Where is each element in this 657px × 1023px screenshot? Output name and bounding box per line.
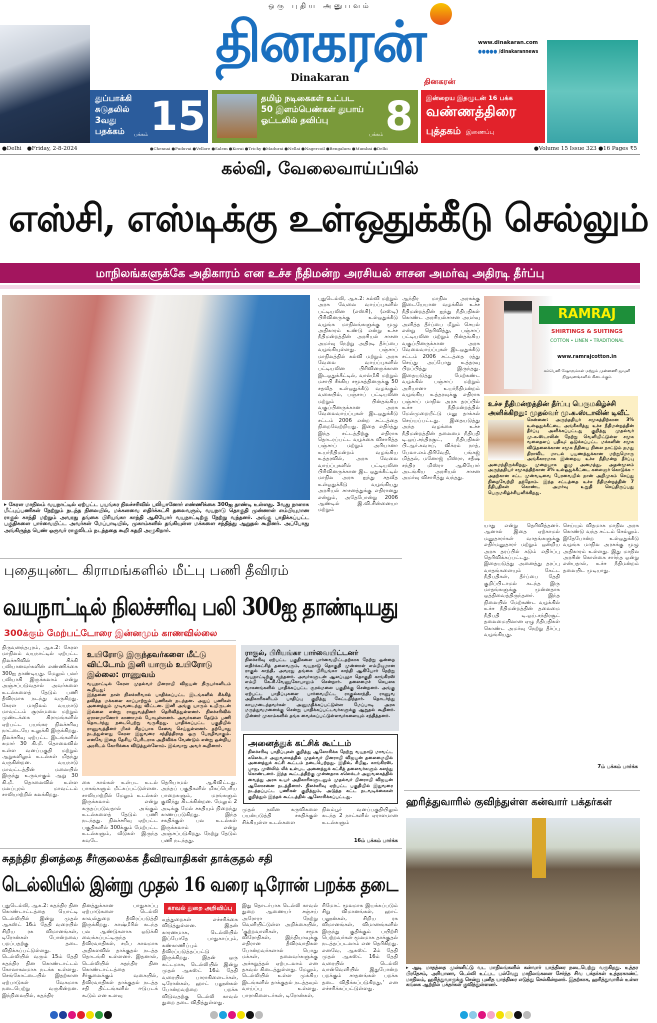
page-label: பக்கம்: [133, 132, 149, 138]
lead-kicker-wrap: [0, 158, 640, 180]
delhi-column-4: இது தொடர்பாக டெல்லி காவல் துறை ஆணையர் சஞ்சய் அரோரா நேற்று வெளியிட்டுள்ள அறிக்கையில், 'குற்றவாளிகள், சமூக விரோதிகள், இந்தியாவுக்கு எதிரான தீவிரவாதிகள் போன்றவர்களால் பொது மக்கள், தலைவர்களுக்கு அச்சுறுத்தல் ஏற்படலாம் என தகவல் கிடைத்துள்ளது. மேலும், டெல்லியில் உள்ள முக்கிய இடங்களில் தாக்குதல் நடத்தவும் வாய்ப்பு உள்ளது. பாராகிளைடர்கள், டிரோன்கள்,: [242, 903, 318, 999]
box-title: ராகுல், பிரியங்கா பார்வையிட்டனர்: [245, 649, 359, 657]
haridwar-headline[interactable]: ஹரித்துவாரில் குவிந்துள்ள கன்வார் பக்தர்கள்: [406, 797, 612, 808]
box-title: உயிரோடு இருந்தவர்களை மீட்டு விட்டோம் இனி யாரும் உயிரோடு இல்லை: ராணுவம்: [87, 650, 213, 679]
wayanad-column-2: கை கால்கள் உள்பட உடல் பாகங்களும் மீட்கப்பட்டுள்ளன. சாலியாற்றில் மேலும் உடல்கள் இருக்கலாம் என்று கருதப்படுவதால் அங்கும் உடல்களைத் தேடும் பணி நடந்தது. நிலச்சரிவு ஏற்பட்ட பகுதிகளில் 300க்கும் மேற்பட்ட உடல்களும், வீடுகள் இருந்த சுவடே: [82, 780, 158, 844]
dateline-bar: [0, 144, 640, 155]
box-body: சென்னை: அருந்ததியர் சமூகத்திற்கான 3% உள்ஒதுக்கீட்டை அங்கீகரித்து உச்ச நீதிமன்றத்தின் தீர்ப்பு அளிக்கப்பட்டது குறித்து முதல்வர் மு.க.ஸ்டாலின் நேற்று வெளியிட்டுள்ள சமூக வலைதளப் பதிவு: ஒடுக்கப்பட்ட மக்களின் சமூக விடுதலைக்கான சமூக நீதியை நிலை நாட்டும் நமது திராவிட மாடல் பயணத்துக்கான மற்றுமொரு அங்கீகாரமாக இன்றைய உச்ச நீதிமன்ற தீர்ப்பு அமைந்திருக்கிறது. முறையாக குழு அமைத்து, அதன்மூலம் அருந்ததியர் சமூகத்திற்கான 3% உள்ஒதுக்கீட்டை கலைஞர் கொடுக்க - அதற்கான சட்ட முன்வடிவை பேரவையில் நான் அறிமுகம் செய்து நிறைவேற்றி தந்தோம். இந்த சட்டத்தை உச்ச நீதிமன்றத்தின் 7 நீதிபதிகள் கொண்ட அமர்வு உறுதி செய்திருப்பது பெருமகிழ்ச்சியளிக்கிறது.: [488, 418, 634, 496]
box-lead: வயநாட்டில் கேரள முதல்வர் பினராயி விஜயன் நிருபர்களிடம் கூறியது:: [87, 682, 231, 693]
box-title-wrap: [245, 649, 395, 658]
ad-url: www.ramrajcotton.in: [557, 354, 617, 360]
delhi-kicker: சுதந்திர தினத்தை சீர்குலைக்க தீவிரவாதிகள் தாக்குதல் சதி: [2, 853, 273, 865]
divider: [0, 285, 640, 289]
photo-caption: ▸ ஆடி மாதத்தை முன்னிட்டு வட மாநிலங்களில் கன்வார் யாத்திரை நடைபெற்று வருகிறது. உத்தர பிரதேசம், அரியானா, டெல்லி உட்பட பல்வேறு மாநிலங்களை சேர்ந்த சிவ பக்தர்கள் உத்தரகாண்ட் மாநிலம், ஹரித்துவாருக்கு சென்று புனித யாத்திரை எடுத்து செல்கின்றனர். இதற்காக, ஹரித்துவாரில் உள்ள கங்கை ஆற்றில் பக்தர்கள் குவிந்துள்ளனர்.: [406, 966, 638, 989]
logo-text-wrap: [165, 11, 475, 73]
lead-column-3: யாது என்று தெரிவித்தனர். ஆனால் இதை ஏற்காமல் மனுதாரர்கள் வாதங்களுக்கு எதிர்மனுதாரர் மற்றும் ஒன்றிய அரசு தரப்பில் கடும் எதிர்ப்பு தெரிவிக்கப்பட்டது. இதையடுத்து அனைத்து தரப்பு வாதங்களையும் கேட்ட நீதிபதிகள், தீர்ப்பை தேதி குறிப்பிடாமல் கடந்த இரு மாதங்களுக்கு முன்னதாக ஒத்திவைத்திருந்தனர். இந்த நிலையில் மேற்கண்ட வழக்கில் உச்ச நீதிமன்றத்தின் தலைமை நீதிபதி டி.ஒய்.சந்திரசூட் தலைமையிலான ஏழு நீதிபதிகள் கொண்ட அமர்வு நேற்று தீர்ப்பு வழங்கியது.: [484, 523, 560, 638]
continued-link[interactable]: [300, 838, 398, 845]
wayanad-column-1: திருவனந்தபுரம், ஆக.2: கேரள மாநிலம் வயநாட்டில் ஏற்பட்ட நிலச்சரிவில் சிக்கி பலியானவர்களின் எண்ணிக்கை 300ஐ தாண்டியது. மேலும் பலர் பலியாகி இருக்கலாம் என்று அஞ்சப்படுவதால் அவர்களை உடல்களைத் தேடும் பணி தீவிரமாக நடந்து வருகிறது. கேரள மாநிலம் வயநாடு மாவட்டம் சூரல்மலை மற்றும் முண்டக்கை கிராமங்களில் ஏற்பட்ட பயங்கர நிலச்சரிவு நாட்டையே உலுக்கி இருக்கிறது. நிலச்சரிவு ஏற்பட்ட இடங்களில் சுமார் 30 கி.மீ. தொலைவில் உள்ள வனப்பகுதி மற்றும் ஆறுகளிலும் உடல்கள் மிதந்து வருகின்றன. வயநாடு மாவட்டத்தின் மலையில் இருந்து உருவாகும் ஆறு 30 கி.மீ. தொலைவில் உள்ள மலப்புரம் மாவட்டம் சாலியாற்றில் கலக்கிறது.: [2, 645, 78, 799]
delhi-column-1: புதுடெல்லி, ஆக.2: சுதந்திர தின கொண்டாட்டத்தை யொட்டி டெல்லியில் இன்று முதல் ஆகஸ்ட் 16ம் தேதி வரையில் சிறிய ரக விமானங்கள், டிரோன்கள் போன்றவை பறப்பதற்கு தடை விதிக்கப்பட்டுள்ளது. டெல்லியில் வரும் 15ம் தேதி சுதந்திர தின கொண்டாட்டம் கோலாகலமாக நடக்க உள்ளது. செங்கோட்டையில் இதற்கான ஏற்பாடுகள் வேகமாக நடைபெற்று வருகின்றன. இந்நிலையில், சுதந்திர: [2, 903, 78, 999]
website-text: www.dinakaran.com: [478, 40, 539, 46]
continued-link[interactable]: [563, 764, 638, 771]
wayanad-headline-wrap[interactable]: [3, 588, 398, 626]
logo-english: Dinakaran: [290, 73, 350, 84]
delhi-kicker-wrap: [2, 852, 398, 866]
clock-tower: [532, 818, 546, 878]
ad-brand-wrap: [539, 306, 635, 324]
photo-caption: ▸ கேரள மாநிலம் வயநாட்டில் ஏற்பட்ட பயங்கர நிலச்சரிவில் பலியானோர் எண்ணிக்கை 300ஐ தாண்டி உள்ளது. 3வது நாளாக மீட்புப்பணிகள் நேற்றும் நடந்த நிலையில், மக்களவை எதிர்க்கட்சி தலைவரும், வயநாடு தொகுதி முன்னாள் எம்பியுமான ராகுல் காந்தி மற்றும் அவரது தங்கை பிரியங்கா காந்தி ஆகியோர் வயநாட்டிற்கு நேற்று வந்தனர். அங்கு பாதிக்கப்பட்ட பகுதிகளை பார்வையிட்ட அவர்கள் மேப்பாடியில், முகாம்களில் தங்கியுள்ள மக்களை சந்தித்து ஆறுதல் கூறினர். அப்போது அங்கிருந்த பெண் ஒருவர் ராகுலிடம் நடந்ததை கூறி கதறி அழுகிறார்.: [4, 502, 309, 534]
teaser-text2-wrap: [426, 103, 540, 122]
box-title: அனைத்துக் கட்சிக் கூட்டம்: [248, 739, 352, 749]
ramraj-ad[interactable]: [484, 296, 638, 394]
teaser-text4: இணைப்பு: [466, 129, 495, 136]
city: ●Delhi: [2, 146, 22, 152]
stalin-photo: [488, 420, 524, 460]
volume: ●Volume 15 Issue 323 ●16 Pages ₹5: [533, 146, 637, 152]
lead-headline[interactable]: எஸ்சி, எஸ்டிக்கு உள்ஒதுக்கீடு செல்லும்: [8, 195, 649, 240]
ad-line2: COTTON • LINEN • TRADITIONAL: [550, 339, 624, 344]
color-registration-marks: [460, 1004, 532, 1023]
box-title: உச்ச நீதிமன்றத்தின் தீர்ப்பு பெருமகிழ்ச்சி அளிக்கிறது: முதல்வர் மு.க.ஸ்டாலின் டிவீட்: [488, 400, 630, 417]
ad-line1: SHIRTINGS & SUITINGS: [551, 329, 623, 335]
continued-link-text[interactable]: 7ம் பக்கம் பார்க்க: [597, 764, 638, 770]
social-handle[interactable]: [478, 49, 538, 56]
editions: ●Chennai ●Puduvai ●Vellore ●Salem ●Kovai ●Trichy ●Madurai ●Nellai ●Nagercoil ●Bengaluru ●Mumbai ●Delhi: [150, 146, 388, 151]
wayanad-column-4: முதல் நவீன கருவிகளை பயன்படுத்தி சகதிக்குள் சிக்கியுள்ள உடல்களை: [242, 807, 318, 826]
website[interactable]: [478, 40, 538, 47]
lead-subheadline-band: [0, 263, 640, 283]
date: ●Friday, 2-8-2024: [27, 146, 78, 152]
lead-headline-wrap[interactable]: [0, 190, 649, 250]
teaser-text: துப்பாக்கி சுடுதலில் 3வது பதக்கம்: [95, 94, 132, 137]
ad-brand: RAMRAJ: [558, 307, 616, 322]
delhi-column-2: தினத்துக்கான பாதுகாப்பு ஏற்பாடுகளை டெல்லி காவல்துறை தீவிரப்படுத்தி இருக்கிறது. காஷ்மீரில் கடந்த பல ஆண்டுகளாக ஒடுக்கி வைக்கப்பட்டிருந்த தீவிரவாதிகள், சமீப காலமாக அதிகளவில் தாக்குதல் நடத்த தொடங்கி உள்ளனர். இதனால், டெல்லியில் சுதந்திர தின கொண்டாட்டத்தை சீர்குலைக்கும் வகையில், தீவிரவாதிகள் தாக்குதல் நடத்த சதி திட்டங்களில் ஈடுபடக் கூடும் என உளவு: [82, 903, 158, 999]
police-notice-text: காவல் துறை அறிவிப்பு: [167, 905, 233, 912]
army-statement-box: [82, 645, 236, 776]
ad-url-wrap: [539, 353, 635, 361]
teaser-dubai[interactable]: [212, 90, 418, 143]
tagline: ஒரு புதிய அனுபவம்: [268, 2, 372, 10]
wayanad-kicker: புதையுண்ட கிராமங்களில் மீட்பு பணி தீவிரம்: [4, 563, 289, 579]
social-text: /dinakarannews: [498, 49, 539, 55]
ad-model: [504, 301, 532, 389]
police-notice-tag: [164, 903, 236, 914]
magazine-cover: [547, 40, 638, 143]
brand-small-wrap: [424, 76, 534, 87]
haridwar-photo: [406, 818, 640, 964]
page-label: பக்கம்: [369, 132, 384, 138]
teaser-vannathirai[interactable]: [421, 90, 545, 143]
color-registration-marks: [50, 1004, 113, 1023]
social-icons: ●●●●●: [478, 49, 499, 55]
box-body: நிலச்சரிவு பாதிப்புகள் குறித்து ஆலோசிக்க நேற்று வயநாடு மாவட்ட கலெக்டர் அலுவலகத்தில் முதல்வர் பினராயி விஜயன் தலைமையில் அனைத்துக் கட்சி கூட்டம் நடைபெற்றது. இதில், சிபிஐ, காங்கிரஸ், பாஜ, முஸ்லிம் லீக் உள்பட அனைத்துக் கட்சித் தலைவர்களும் கலந்து கொண்டனர். இந்த கூட்டத்திற்கு முன்னதாக கலெக்டர் அலுவலகத்தில் வைத்து அரசு உயர் அதிகாரிகளுடனும் முதல்வர் பினராயி விஜயன் ஆலோசனை நடத்தினார். நிலச்சரிவு ஏற்பட்ட பகுதியில் இதுவரை நடத்தப்பட்ட பணிகள் குறித்தும், அடுத்த கட்ட நடவடிக்கைகள் குறித்தும் இந்தக் கூட்டத்தில் ஆலோசிக்கப்பட்டது.: [248, 750, 393, 800]
teaser-text: தமிழ் நடிகைகள் உட்பட 50 இளம்பெண்கள் துபாய் ஓட்டலில் தவிப்பு: [261, 94, 364, 126]
stalin-statement-box: [484, 396, 638, 521]
box-title-wrap: [248, 739, 393, 750]
wayanad-column-3: தெரியாமல் ஆகிவிட்டது. அந்தப் பகுதிகளில் மிகப்பெரிய பாறைகளும், மரங்களும் குவிந்து கிடக்கின்றன. மேலும் 2 அடிக்கு மேல் சகதியும் நிறைந்து காணப்படுகிறது. இந்த சகதிக்குள் பல உடல்கள் இருக்கலாம் என்று அஞ்சப்படுகிறது. நேற்று தேடும் பணி நடந்தது.: [161, 780, 237, 844]
divider: [0, 848, 402, 849]
color-registration-marks: [210, 1004, 264, 1023]
box-body: இந்தனை நாள் நிலச்சரிவால் பாதிக்கப்பட்ட இடங்களில் சிக்கித் தவித்த மக்களை காப்பாற்றும் பணிகள் நடந்தன. அதுப் பணிகள் அனைத்தும் முடிவடைந்து விட்டன. இனி அங்கு யாரும் உயிருடன் இல்லை என்று ராணுவத்தினர் தெரிவித்துள்ளனர். நிலச்சரிவில் ஏராளமானோர் காணாமல் போயுள்ளனர். அவர்களை தேடும் பணி தொடர்ந்து நடைபெற்று வருகிறது. பாதிக்கப்பட்ட பகுதியில் ராணுவத்தினர் மிகச் சிறப்பாக சேவை செய்துள்ளனர். தற்போது நடந்துள்ளது கேரள இதுவரை சந்தித்திராத ஒரு பேரழிவாகும். எனவே இதை தேசிய பேரிடராக அறிவிக்க வேண்டும் என்று ஒன்றிய அரசிடம் கோரிக்கை விடுத்துள்ளோம். இவ்வாறு அவர் கூறினார்.: [87, 693, 231, 749]
brand-small: தினகரன்: [424, 77, 456, 86]
divider: [404, 790, 640, 791]
teaser-text2: வண்ணத்திரை: [426, 104, 517, 120]
lead-kicker: கல்வி, வேலைவாய்ப்பில்: [221, 159, 419, 179]
wayanad-subhead: 300க்கும் மேற்பட்டோரை இன்னமும் காணவில்லை: [4, 629, 218, 639]
teaser-text1-wrap: [426, 94, 540, 103]
delhi-column-5: ரிமோட் மூலமாக இயக்கப்படும் சிறு விமானங்கள், ஹாட் பலூன்கள், சிறிய ரக விமானங்கள், விமானங்களில் இருந்து குதிக்கும் பயிற்சி பெற்றவர்கள் மூலமாக தாக்குதல் நடத்தப்படலாம் என தெரிகிறது. எனவே, ஆகஸ்ட் 2ம் தேதி முதல் ஆகஸ்ட் 16ம் தேதி வரையில் டெல்லி வான்வெளியில் இதுபோன்ற பறக்கும் சாதனங்கள் பறக்க தடை விதிக்கப்படுகிறது,' என எச்சரிக்கப்பட்டுள்ளது.: [322, 903, 398, 993]
teaser-text3: புத்தகம்: [426, 126, 461, 137]
box-content: [488, 418, 634, 517]
delhi-headline-wrap[interactable]: [2, 869, 398, 900]
lead-column-4: செய்யும் விதமாக மாநில அரசு கொண்டு வந்த சட்டம் செல்லும். இதேபோன்ற உள்ஒதுக்கீடு வழங்க மாநில அரசுக்கு முழு அதிகாரம் உள்ளது. இது மாநில அரசின் கொள்கை சார்ந்த ஒன்று என்பதால், உச்ச நீதிமன்றம் தலையிட முடியாது.: [563, 523, 639, 574]
ad-note: கம்பெனி ஷோரூம்கள் மற்றும் முன்னணி ஜவுளி நிறுவனங்களில் கிடைக்கும்: [543, 368, 631, 379]
all-party-meeting-box: [243, 734, 398, 804]
delhi-headline[interactable]: டெல்லியில் இன்று முதல் 16 வரை டிரோன் பறக்க தடை: [2, 873, 398, 896]
box-body: நிலச்சரிவு ஏற்பட்ட பகுதிகளை பார்வையிட்டதற்காக நேற்று ஒன்றை எதிர்க்கட்சித் தலைவரும், வயநாடு தொகுதி முன்னாள் எம்பியுமான ராகுல் காந்தி, அவரது தங்கை பிரியங்கா காந்தி ஆகியோர் நேற்று வயநாட்டிற்கு வந்தனர். அவர்களுடன் ஆலப்புழா தொகுதி காங்கிரஸ் எம்பி கே.சி.வேணுகோபாலும் சென்றார். தலைமைச் செயலக வாகனங்களில் பாதிக்கப்பட்ட சூரல்மலை பகுதிக்கு சென்றனர். அங்கு ஏற்பட்ட பாதிப்புகளை பார்வையிட்ட ராகுல்காந்தி, ராணுவ அதிகாரிகளிடம் பாதிப்பு குறித்து கேட்டறிந்தார். தொடர்ந்து காயமடைந்தவர்கள் அனுமதிக்கப்பட்டுள்ள மேப்பாடி அரசு மருத்துவமனைக்கு சென்று பாதிக்கப்பட்டவர்களுக்கு ஆறுதல் கூறினர். பின்னர் முகாம்களில் தங்க வைக்கப்பட்டுள்ளவர்களையும் சந்தித்தனர்.: [245, 658, 395, 719]
lead-column-1: புதுடெல்லி, ஆக.2: கல்வி மற்றும் அரசு வேலை வாய்ப்புகளில் பட்டியலின (எஸ்சி), (எஸ்டி) பிரிவினருக்கு உள்ஒதுக்கீடு வழங்க மாநிலங்களுக்கு முழு அதிகாரம் உண்டு என்று உச்ச நீதிமன்றத்தின் அரசியல் சாசன அமர்வு நேற்று அதிரடி தீர்ப்பை வழங்கியுள்ளது. பஞ்சாப் மாநிலத்தில் கல்வி மற்றும் அரசு வேலை வாய்ப்புகளில் பட்டியலின பிரிவினருக்கான இடஒதுக்கீட்டில், வால்மீகி மற்றும் மசாபி சீக்கிய சமூகத்தினருக்கு 50 சதவீத உள்ஒதுக்கீடு வழங்கும் வகையில், பஞ்சாப் பட்டியலின மற்றும் பின்தங்கிய வகுப்பினருக்கான அரசு வேலைவாய்ப்புகள் இடஒதுக்கீடு சட்டம் 2006 என்ற சட்டத்தை நிறைவேற்றியது. இதை எதிர்த்து இந்த சட்டத்திற்கு எதிராக தொடரப்பட்ட வழக்கை விசாரித்த பஞ்சாப் மற்றும் அரியானா உயர்நீதிமன்றம் வழங்கிய உத்தரவில், அரசு வேலை வாய்ப்புகளில் பட்டியலின பிரிவினருக்கான இட ஒதுக்கீட்டில் மாநில அரசு ஐந்து சதவீத உள்ஒதுக்கீடு வழங்கியது அரசியல் சாசனத்துக்கு எதிரானது என்றும், அதேபோன்று 2006 ஆண்டில் இ.வி.சின்னையா மற்றும்: [318, 296, 398, 514]
wayanad-rahul-photo: [2, 295, 310, 500]
haridwar-headline-wrap[interactable]: [406, 796, 636, 810]
teaser-page-group: [134, 94, 206, 139]
delhi-column-3: வுத்துறைகள் எச்சரிக்கை விடுத்துள்ளன. இதன் காரணமாக, டெல்லியில் இப்போதே பாதுகாப்பும், கண்காணிப்பும் தீவிரப்படுத்தப்பட்டு இருக்கிறது. இதன் ஒரு கட்டமாக, டெல்லியில் இன்று முதல் ஆகஸ்ட் 16ம் தேதி வரையில் பாராகிளைடர்கள், டிரோன்கள், ஹாட் பலூன்கள் போன்றவற்றை பறக்க விடுவதற்கு டெல்லி காவல் துறை தடை விதித்துள்ளது.: [162, 917, 238, 1007]
wayanad-headline[interactable]: வயநாட்டில் நிலச்சரிவு பலி 300ஐ தாண்டியது: [3, 592, 398, 621]
teaser-text1: இன்றைய இதழுடன் 16 பக்க: [426, 94, 513, 102]
continued-link-text[interactable]: 16ம் பக்கம் பார்க்க: [354, 838, 398, 844]
volume-wrap: [467, 144, 637, 154]
ad-line2-wrap: [539, 338, 635, 345]
athlete-photo: [0, 25, 90, 143]
editions-wrap: [150, 144, 460, 154]
wayanad-subhead-wrap: [4, 628, 236, 641]
teaser-shooting[interactable]: [90, 90, 208, 143]
dubai-photo: [217, 94, 257, 138]
logo-text: தினகரன்: [215, 9, 425, 75]
teaser-page: 8: [385, 94, 413, 140]
band-text: மாநிலங்களுக்கே அதிகாரம் என உச்ச நீதிமன்ற அரசியல் சாசன அமர்வு அதிரடி தீர்ப்பு: [95, 266, 545, 280]
lead-column-2: ஆந்திர மாநில அரசுக்கு இடையேயான வழக்கில் உச்ச நீதிமன்றத்தின் ஐந்து நீதிபதிகள் கொண்ட அரசியல்சாசன அமர்வு அளித்த தீர்ப்பை மீறும் செயல் என்று தெரிவித்து, பஞ்சாப் பட்டியலின மற்றும் பின்தங்கிய வகுப்பினருக்கான அரசு வேலைவாய்ப்புகள் இடஒதுக்கீடு சட்டம் 2006 சட்டத்தை ரத்து செய்து அப்போது உத்தரவு பிறப்பித்து இருந்தது. இதையடுத்து மேற்கண்ட வழக்கில் பஞ்சாப் மற்றும் அரியானா உயர்நீதிமன்றம் வழங்கிய உத்தரவுக்கு எதிராக பஞ்சாப் மாநில அரசு தரப்பில் உச்ச நீதிமன்றத்தில் மேல்முறையீட்டு மனு தாக்கல் செய்யப்பட்டது. இதையடுத்து அந்த வழக்கை உச்ச நீதிமன்றத்தின் தலைமை நீதிபதி டி.ஒய்.சந்திரசூட், நீதிபதிகள் பி.ஆர்.கவாய், விக்ரம் நாத், பேலா.எம்.திரிவேதி, பங்கஜ் மித்தல், மனோஜ் மிஸ்ரா, சதீஷ் சந்திர மிஸ்ரா ஆகியோர் அடங்கிய அரசியல் சாசன அமர்வு விசாரித்து வந்தது.: [402, 296, 480, 482]
wayanad-kicker-wrap: [4, 562, 399, 580]
ad-line1-wrap: [539, 328, 635, 336]
teaser-page: 15: [150, 94, 206, 140]
divider: [0, 558, 402, 559]
wayanad-column-5: நிலம்பூர் வனப்பகுதியிலும் கடந்த 2 நாட்களில் ஏராளமான உடல்களும்: [322, 807, 398, 826]
teaser-text3-wrap: [426, 122, 540, 140]
teaser-page-group: [369, 94, 413, 139]
rahul-visit-box: [241, 645, 399, 731]
